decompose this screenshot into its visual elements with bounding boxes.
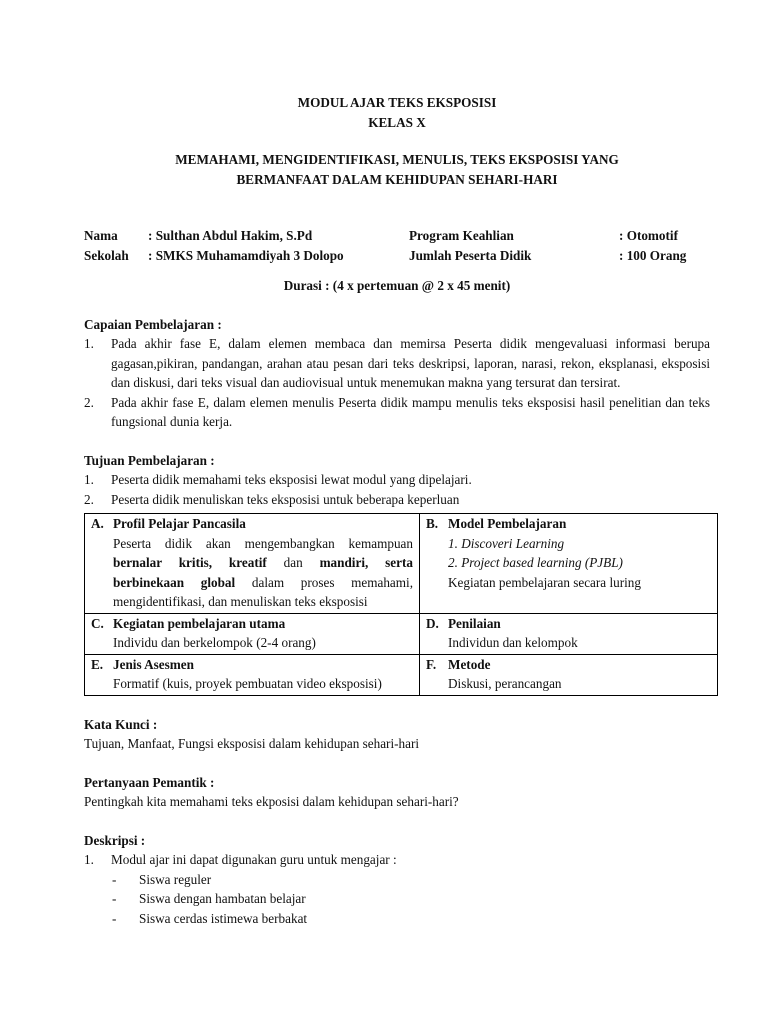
- text-run: dalam proses memahami, mengidentifikasi, dan menuliskan teks eksposisi: [113, 574, 414, 609]
- tujuan-item-number: 1.: [84, 472, 94, 487]
- capaian-item: [84, 393, 710, 432]
- model-item: 2. Project based learning (PJBL): [448, 555, 623, 570]
- subitem-text: Siswa dengan hambatan belajar: [139, 891, 306, 906]
- kegiatan-text: Individu dan berkelompok (2-4 orang): [113, 635, 316, 650]
- deskripsi-item-number: 1.: [84, 852, 94, 867]
- deskripsi-subitem: [84, 909, 710, 929]
- component-table: [84, 513, 718, 696]
- durasi: Durasi : (4 x pertemuan @ 2 x 45 menit): [283, 278, 511, 293]
- cell-penilaian: [420, 613, 718, 654]
- text-run: Peserta didik akan mengembangkan kemampuan: [113, 535, 413, 551]
- profil-text: [91, 534, 413, 612]
- asesmen-text: Formatif (kuis, proyek pembuatan video eksposisi): [113, 676, 382, 691]
- info-block: [84, 226, 710, 266]
- sekolah-label: Sekolah: [84, 247, 129, 263]
- cell-title: Profil Pelajar Pancasila: [113, 516, 246, 531]
- cell-letter: D.: [426, 615, 439, 631]
- text-run: dan: [266, 555, 320, 570]
- cell-jenis-asesmen: [85, 654, 420, 695]
- capaian-item: [84, 334, 710, 393]
- jumlah-value: : 100 Orang: [619, 247, 687, 263]
- pertanyaan-text: Pentingkah kita memahami teks ekposisi dalam kehidupan sehari-hari?: [84, 794, 459, 809]
- tujuan-heading: Tujuan Pembelajaran :: [84, 452, 215, 468]
- cell-title: Jenis Asesmen: [113, 656, 194, 672]
- cell-letter: C.: [91, 615, 104, 631]
- document-class: KELAS X: [368, 114, 426, 130]
- metode-text: Diskusi, perancangan: [448, 676, 562, 691]
- cell-profil-pelajar: [85, 514, 420, 614]
- cell-heading: [91, 655, 413, 675]
- deskripsi-subitem: [84, 889, 710, 909]
- document-page: [84, 93, 710, 928]
- pertanyaan-heading: Pertanyaan Pemantik :: [84, 774, 215, 790]
- cell-heading: [426, 514, 711, 534]
- cell-kegiatan-utama: [85, 613, 420, 654]
- capaian-item-number: 1.: [84, 336, 94, 351]
- document-title: MODUL AJAR TEKS EKSPOSISI: [297, 95, 497, 110]
- text-run-bold: bernalar kritis, kreatif: [113, 555, 267, 570]
- deskripsi-item: [84, 850, 710, 870]
- cell-heading: [426, 614, 711, 634]
- deskripsi-subitem: [84, 870, 710, 890]
- capaian-heading: Capaian Pembelajaran :: [84, 316, 222, 332]
- program-label: Program Keahlian: [409, 228, 514, 243]
- kata-kunci-text: Tujuan, Manfaat, Fungsi eksposisi dalam kehidupan sehari-hari: [84, 736, 420, 751]
- capaian-item-text: Pada akhir fase E, dalam elemen membaca dan memirsa Peserta didik mengevaluasi informasi berupa gagasan,pikiran, pandangan, arahan atau pesan dari teks deskripsi, laporan, narasi, rekon, eksplanasi, eksposisi dan diskusi, dari teks visual dan audiovisual untuk menemukan makna yang tersurat dan tersirat.: [111, 336, 710, 390]
- cell-heading: [91, 614, 413, 634]
- cell-letter: A.: [91, 516, 104, 531]
- capaian-item-text: Pada akhir fase E, dalam elemen menulis Peserta didik mampu menulis teks eksposisi hasil penelitian dan teks fungsional dunia kerja.: [111, 394, 710, 429]
- document-subtitle-line1: MEMAHAMI, MENGIDENTIFIKASI, MENULIS, TEKS EKSPOSISI YANG: [175, 152, 619, 167]
- jumlah-label: Jumlah Peserta Didik: [409, 247, 532, 263]
- text-run-bold: mandiri, serta berbinekaan global: [113, 555, 413, 590]
- model-text: Kegiatan pembelajaran secara luring: [448, 574, 641, 590]
- document-subtitle-line2: BERMANFAAT DALAM KEHIDUPAN SEHARI-HARI: [236, 171, 558, 187]
- cell-model-pembelajaran: [420, 514, 718, 614]
- tujuan-item-text: Peserta didik memahami teks eksposisi lewat modul yang dipelajari.: [111, 472, 472, 487]
- cell-title: Metode: [448, 656, 491, 672]
- penilaian-text: Individun dan kelompok: [448, 635, 578, 650]
- cell-letter: F.: [426, 656, 437, 672]
- cell-metode: [420, 654, 718, 695]
- cell-heading: [91, 514, 413, 534]
- cell-letter: B.: [426, 516, 439, 531]
- tujuan-item-text: Peserta didik menuliskan teks eksposisi untuk beberapa keperluan: [111, 491, 460, 507]
- subitem-text: Siswa cerdas istimewa berbakat: [139, 910, 308, 926]
- sekolah-value: : SMKS Muhamamdiyah 3 Dolopo: [148, 247, 344, 263]
- subitem-text: Siswa reguler: [139, 871, 212, 887]
- cell-title: Kegiatan pembelajaran utama: [113, 615, 286, 631]
- nama-label: Nama: [84, 228, 118, 243]
- tujuan-item: [84, 490, 710, 510]
- tujuan-item-number: 2.: [84, 491, 94, 507]
- dash-marker: -: [112, 871, 117, 887]
- dash-marker: -: [112, 910, 117, 926]
- kata-kunci-heading: Kata Kunci :: [84, 716, 158, 732]
- deskripsi-heading: Deskripsi :: [84, 832, 146, 848]
- tujuan-item: [84, 470, 710, 490]
- capaian-item-number: 2.: [84, 394, 94, 410]
- cell-title: Model Pembelajaran: [448, 516, 567, 531]
- deskripsi-item-text: Modul ajar ini dapat digunakan guru untuk mengajar :: [111, 852, 397, 867]
- program-value: : Otomotif: [619, 228, 678, 243]
- nama-value: : Sulthan Abdul Hakim, S.Pd: [148, 228, 313, 243]
- model-item: 1. Discoveri Learning: [448, 535, 565, 551]
- cell-heading: [426, 655, 711, 675]
- cell-letter: E.: [91, 656, 104, 672]
- dash-marker: -: [112, 891, 117, 906]
- cell-title: Penilaian: [448, 615, 501, 631]
